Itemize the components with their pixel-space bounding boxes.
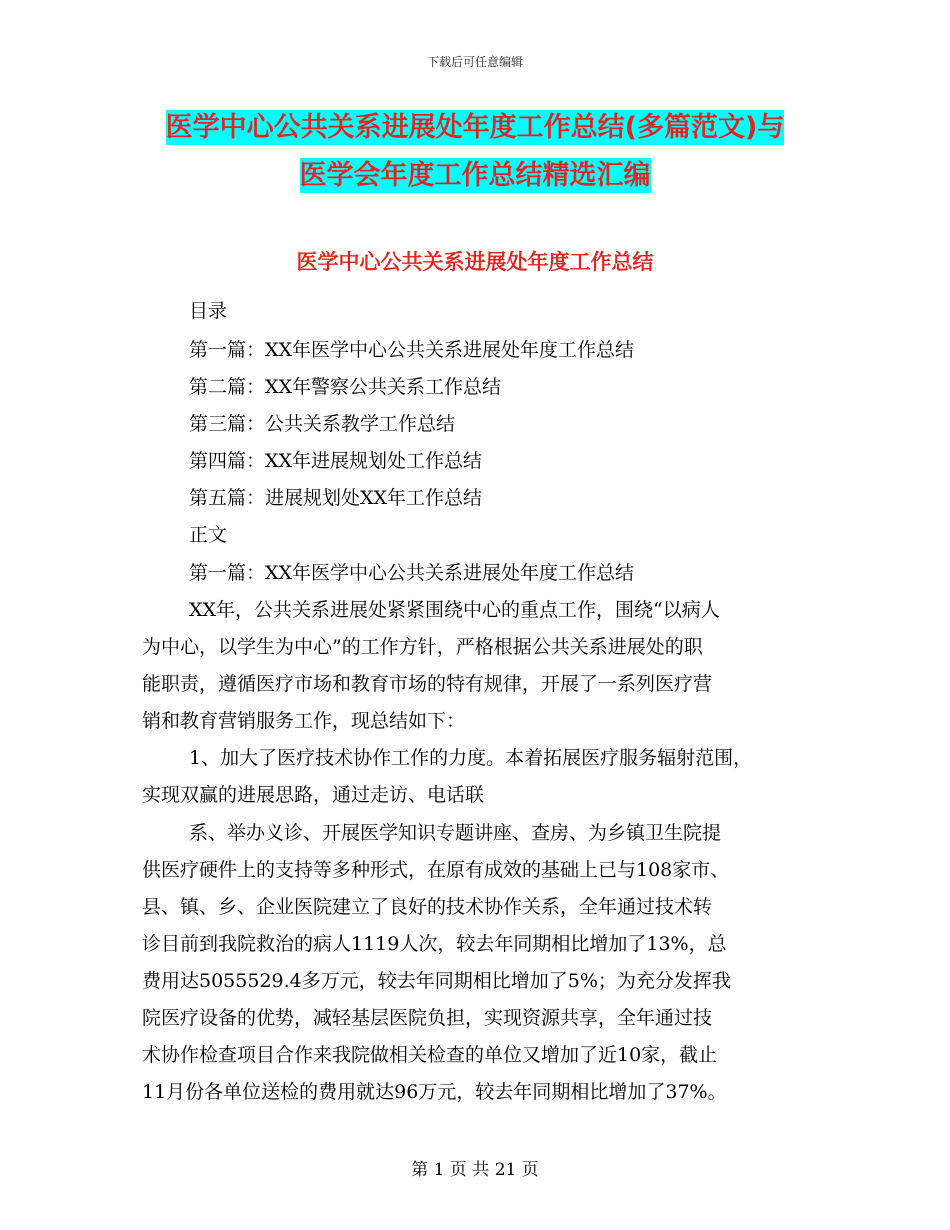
toc-item: 第二篇：XX年警察公共关系工作总结 — [189, 376, 502, 398]
paragraph-line: 实现双赢的进展思路，通过走访、电话联 — [142, 784, 485, 806]
paragraph-line: 费用达5055529.4多万元，较去年同期相比增加了5%；为充分发挥我 — [142, 970, 731, 992]
paragraph-line: 1、加大了医疗技术协作工作的力度。本着拓展医疗服务辐射范围， — [189, 747, 753, 769]
header-note: 下载后可任意编辑 — [426, 55, 523, 69]
title-line-2: 医学会年度工作总结精选汇编 — [299, 160, 651, 191]
section-title: 第一篇：XX年医学中心公共关系进展处年度工作总结 — [189, 562, 635, 584]
document-title — [0, 104, 950, 200]
paragraph-line: 供医疗硬件上的支持等多种形式，在原有成效的基础上已与108家市、 — [142, 859, 730, 881]
paragraph-line: 为中心，以学生为中心”的工作方针，严格根据公共关系进展处的职 — [142, 636, 703, 658]
paragraph-line: 系、举办义诊、开展医学知识专题讲座、查房、为乡镇卫生院提 — [189, 822, 722, 844]
paragraph-line: 能职责，遵循医疗市场和教育市场的特有规律，开展了一系列医疗营 — [142, 673, 713, 695]
paragraph-line: XX年，公共关系进展处紧紧围绕中心的重点工作，围绕“以病人 — [189, 599, 720, 621]
title-line-1: 医学中心公共关系进展处年度工作总结(多篇范文)与 — [165, 112, 785, 143]
toc-item: 第五篇：进展规划处XX年工作总结 — [189, 487, 483, 509]
toc-item: 第一篇：XX年医学中心公共关系进展处年度工作总结 — [189, 339, 635, 361]
body-heading: 正文 — [189, 524, 228, 546]
toc-heading: 目录 — [189, 300, 228, 322]
paragraph-line: 县、镇、乡、企业医院建立了良好的技术协作关系，全年通过技术转 — [142, 896, 713, 918]
section-subtitle: 医学中心公共关系进展处年度工作总结 — [296, 250, 654, 274]
paragraph-line: 诊目前到我院救治的病人1119人次，较去年同期相比增加了13%，总 — [142, 933, 727, 955]
paragraph-line: 术协作检查项目合作来我院做相关检查的单位又增加了近10家，截止 — [142, 1044, 718, 1066]
page-footer: 第 1 页 共 21 页 — [411, 1160, 539, 1180]
toc-item: 第三篇：公共关系教学工作总结 — [189, 413, 456, 435]
toc-item: 第四篇：XX年进展规划处工作总结 — [189, 450, 483, 472]
paragraph-line: 11月份各单位送检的费用就达96万元，较去年同期相比增加了37%。 — [142, 1081, 727, 1103]
paragraph-line: 院医疗设备的优势，减轻基层医院负担，实现资源共享，全年通过技 — [142, 1007, 713, 1029]
paragraph-line: 销和教育营销服务工作，现总结如下： — [142, 710, 466, 732]
